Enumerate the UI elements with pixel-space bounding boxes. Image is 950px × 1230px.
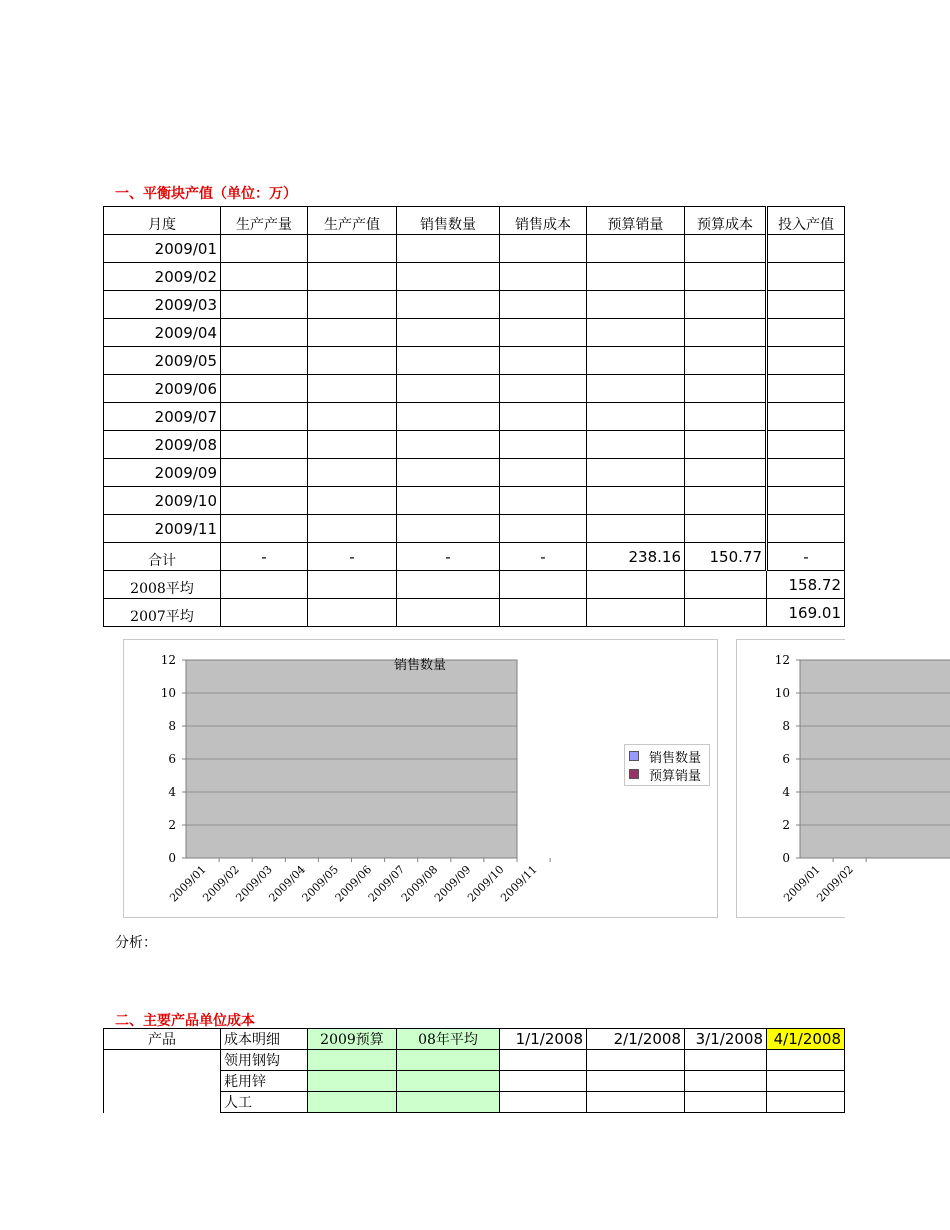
header-budget-sales: 预算销量 bbox=[587, 207, 685, 235]
data-cell[interactable] bbox=[767, 403, 845, 431]
analysis-label: 分析： bbox=[115, 935, 157, 951]
data-cell[interactable] bbox=[308, 571, 397, 599]
avg-2007-row-label: 2007平均 bbox=[104, 599, 221, 627]
data-cell[interactable] bbox=[308, 459, 397, 487]
y-tick-label: 6 bbox=[782, 752, 790, 766]
data-cell[interactable] bbox=[685, 347, 767, 375]
total-cell: 150.77 bbox=[685, 543, 767, 571]
month-cell: 2009/05 bbox=[104, 347, 221, 375]
x-tick-label: 2009/08 bbox=[398, 862, 441, 905]
average-cell[interactable] bbox=[397, 1071, 500, 1092]
data-cell[interactable] bbox=[685, 263, 767, 291]
table-row bbox=[104, 459, 845, 487]
month-cell: 2009/10 bbox=[104, 487, 221, 515]
header-date-3: 3/1/2008 bbox=[685, 1029, 767, 1050]
data-cell[interactable] bbox=[397, 319, 500, 347]
table-row bbox=[104, 515, 845, 543]
y-tick-label: 2 bbox=[168, 818, 176, 832]
data-cell[interactable] bbox=[587, 571, 685, 599]
x-tick-label: 2009/05 bbox=[299, 862, 342, 905]
average-cell[interactable] bbox=[397, 1050, 500, 1071]
total-cell: - bbox=[500, 543, 587, 571]
data-cell[interactable] bbox=[500, 487, 587, 515]
budget-cell[interactable] bbox=[308, 1050, 397, 1071]
data-cell[interactable] bbox=[685, 403, 767, 431]
second-chart bbox=[736, 639, 856, 918]
data-cell[interactable] bbox=[767, 431, 845, 459]
header-month: 月度 bbox=[104, 207, 221, 235]
header-budget-cost: 预算成本 bbox=[685, 207, 767, 235]
data-cell[interactable] bbox=[500, 1092, 587, 1113]
sales-qty-chart bbox=[123, 639, 718, 918]
data-cell[interactable] bbox=[397, 571, 500, 599]
data-cell[interactable] bbox=[308, 319, 397, 347]
avg-2008-row-value: 158.72 bbox=[767, 571, 845, 599]
data-cell[interactable] bbox=[397, 347, 500, 375]
data-cell[interactable] bbox=[221, 599, 308, 627]
section1-title: 一、平衡块产值（单位：万） bbox=[115, 186, 297, 202]
table-row bbox=[104, 235, 845, 263]
data-cell[interactable] bbox=[221, 263, 308, 291]
y-tick-label: 6 bbox=[168, 752, 176, 766]
production-value-table bbox=[103, 206, 845, 627]
data-cell[interactable] bbox=[587, 1071, 685, 1092]
total-cell: - bbox=[767, 543, 845, 571]
data-cell[interactable] bbox=[500, 431, 587, 459]
data-cell[interactable] bbox=[685, 599, 767, 627]
header-date-1: 1/1/2008 bbox=[500, 1029, 587, 1050]
data-cell[interactable] bbox=[221, 403, 308, 431]
data-cell[interactable] bbox=[767, 515, 845, 543]
data-cell[interactable] bbox=[587, 515, 685, 543]
budget-cell[interactable] bbox=[308, 1071, 397, 1092]
data-cell[interactable] bbox=[500, 599, 587, 627]
data-cell[interactable] bbox=[685, 375, 767, 403]
data-cell[interactable] bbox=[500, 347, 587, 375]
legend-swatch-sales-qty bbox=[629, 751, 639, 761]
data-cell[interactable] bbox=[308, 599, 397, 627]
budget-cell[interactable] bbox=[308, 1092, 397, 1113]
data-cell[interactable] bbox=[500, 515, 587, 543]
y-tick-label: 4 bbox=[782, 785, 790, 799]
x-tick-label: 2009/04 bbox=[266, 862, 308, 905]
data-cell[interactable] bbox=[500, 263, 587, 291]
total-cell: - bbox=[397, 543, 500, 571]
total-cell: - bbox=[308, 543, 397, 571]
data-cell[interactable] bbox=[767, 1092, 845, 1113]
month-cell: 2009/11 bbox=[104, 515, 221, 543]
data-cell[interactable] bbox=[500, 235, 587, 263]
data-cell[interactable] bbox=[397, 459, 500, 487]
data-cell[interactable] bbox=[397, 263, 500, 291]
data-cell[interactable] bbox=[397, 375, 500, 403]
data-cell[interactable] bbox=[767, 235, 845, 263]
data-cell[interactable] bbox=[221, 347, 308, 375]
data-cell[interactable] bbox=[587, 1092, 685, 1113]
x-tick-label: 2009/01 bbox=[167, 862, 209, 905]
legend-swatch-budget-sales bbox=[629, 769, 639, 779]
data-cell[interactable] bbox=[587, 431, 685, 459]
y-tick-label: 10 bbox=[160, 686, 176, 700]
table-row bbox=[104, 319, 845, 347]
data-cell[interactable] bbox=[587, 599, 685, 627]
x-tick-label: 2009/03 bbox=[233, 862, 275, 905]
data-cell[interactable] bbox=[587, 291, 685, 319]
y-tick-label: 8 bbox=[782, 719, 790, 733]
x-tick-label: 2009/09 bbox=[431, 862, 474, 905]
header-08-average: 08年平均 bbox=[397, 1029, 500, 1050]
y-tick-label: 4 bbox=[168, 785, 176, 799]
data-cell[interactable] bbox=[308, 375, 397, 403]
legend-item-budget-sales bbox=[629, 765, 701, 783]
data-cell[interactable] bbox=[685, 459, 767, 487]
month-cell: 2009/06 bbox=[104, 375, 221, 403]
month-cell: 2009/02 bbox=[104, 263, 221, 291]
data-cell[interactable] bbox=[685, 487, 767, 515]
header-cost-detail: 成本明细 bbox=[221, 1029, 308, 1050]
data-cell[interactable] bbox=[685, 431, 767, 459]
header-production-qty: 生产产量 bbox=[221, 207, 308, 235]
data-cell[interactable] bbox=[397, 599, 500, 627]
data-cell[interactable] bbox=[767, 319, 845, 347]
data-cell[interactable] bbox=[221, 235, 308, 263]
data-cell[interactable] bbox=[500, 403, 587, 431]
chart-title: 销售数量 bbox=[394, 658, 447, 673]
data-cell[interactable] bbox=[767, 347, 845, 375]
total-row bbox=[104, 543, 845, 571]
month-cell: 2009/01 bbox=[104, 235, 221, 263]
data-cell[interactable] bbox=[767, 1071, 845, 1092]
x-tick-label: 2009/02 bbox=[814, 862, 856, 905]
data-cell[interactable] bbox=[685, 1092, 767, 1113]
month-cell: 2009/04 bbox=[104, 319, 221, 347]
data-cell[interactable] bbox=[500, 319, 587, 347]
data-cell[interactable] bbox=[221, 459, 308, 487]
legend-label-sales-qty: 销售数量 bbox=[649, 750, 702, 766]
total-cell: - bbox=[221, 543, 308, 571]
data-cell[interactable] bbox=[500, 571, 587, 599]
total-label: 合计 bbox=[104, 543, 221, 571]
data-cell[interactable] bbox=[308, 403, 397, 431]
header-sales-cost: 销售成本 bbox=[500, 207, 587, 235]
data-cell[interactable] bbox=[685, 515, 767, 543]
data-cell[interactable] bbox=[587, 235, 685, 263]
data-cell[interactable] bbox=[685, 1071, 767, 1092]
x-tick-label: 2009/06 bbox=[332, 862, 375, 905]
cost-item-label: 领用钢钩 bbox=[221, 1050, 308, 1071]
header-production-value: 生产产值 bbox=[308, 207, 397, 235]
month-cell: 2009/07 bbox=[104, 403, 221, 431]
data-cell[interactable] bbox=[308, 347, 397, 375]
header-product: 产品 bbox=[104, 1029, 221, 1050]
data-cell[interactable] bbox=[587, 319, 685, 347]
header-input-value: 投入产值 bbox=[767, 207, 845, 235]
month-cell: 2009/08 bbox=[104, 431, 221, 459]
table-row bbox=[104, 347, 845, 375]
data-cell[interactable] bbox=[397, 403, 500, 431]
data-cell[interactable] bbox=[685, 291, 767, 319]
y-tick-label: 8 bbox=[168, 719, 176, 733]
data-cell[interactable] bbox=[587, 403, 685, 431]
data-cell[interactable] bbox=[685, 1050, 767, 1071]
avg-2008-row-label: 2008平均 bbox=[104, 571, 221, 599]
data-cell[interactable] bbox=[587, 459, 685, 487]
data-cell[interactable] bbox=[767, 291, 845, 319]
header-date-4: 4/1/2008 bbox=[767, 1029, 845, 1050]
total-cell: 238.16 bbox=[587, 543, 685, 571]
data-cell[interactable] bbox=[767, 1050, 845, 1071]
second-chart-plot bbox=[737, 640, 856, 917]
y-tick-label: 12 bbox=[160, 653, 176, 667]
data-cell[interactable] bbox=[308, 291, 397, 319]
header-date-2: 2/1/2008 bbox=[587, 1029, 685, 1050]
table-row bbox=[104, 431, 845, 459]
data-cell[interactable] bbox=[685, 319, 767, 347]
data-cell[interactable] bbox=[221, 375, 308, 403]
x-tick-label: 2009/07 bbox=[365, 862, 408, 905]
y-tick-label: 2 bbox=[782, 818, 790, 832]
legend-label-budget-sales: 预算销量 bbox=[649, 768, 702, 784]
y-tick-label: 10 bbox=[774, 686, 790, 700]
data-cell[interactable] bbox=[308, 235, 397, 263]
data-cell[interactable] bbox=[587, 487, 685, 515]
data-cell[interactable] bbox=[308, 487, 397, 515]
month-cell: 2009/03 bbox=[104, 291, 221, 319]
data-cell[interactable] bbox=[587, 263, 685, 291]
x-tick-label: 2009/02 bbox=[200, 862, 242, 905]
y-tick-label: 0 bbox=[168, 851, 176, 865]
table-row bbox=[104, 263, 845, 291]
data-cell[interactable] bbox=[397, 487, 500, 515]
data-cell[interactable] bbox=[500, 1050, 587, 1071]
data-cell[interactable] bbox=[221, 431, 308, 459]
table-row bbox=[104, 487, 845, 515]
section2-title: 二、主要产品单位成本 bbox=[115, 1013, 255, 1029]
cost-item-label: 人工 bbox=[221, 1092, 308, 1113]
data-cell[interactable] bbox=[308, 263, 397, 291]
legend-item-sales-qty bbox=[629, 747, 701, 765]
data-cell[interactable] bbox=[397, 431, 500, 459]
data-cell[interactable] bbox=[221, 319, 308, 347]
data-cell[interactable] bbox=[500, 1071, 587, 1092]
average-cell[interactable] bbox=[397, 1092, 500, 1113]
data-cell[interactable] bbox=[767, 375, 845, 403]
table-row bbox=[104, 375, 845, 403]
table-header-row bbox=[104, 207, 845, 235]
data-cell[interactable] bbox=[587, 375, 685, 403]
data-cell[interactable] bbox=[221, 291, 308, 319]
table-row bbox=[104, 291, 845, 319]
data-cell[interactable] bbox=[221, 571, 308, 599]
data-cell[interactable] bbox=[221, 487, 308, 515]
chart-legend bbox=[624, 744, 710, 786]
data-cell[interactable] bbox=[397, 291, 500, 319]
x-tick-label: 2009/10 bbox=[465, 862, 507, 905]
data-cell[interactable] bbox=[587, 347, 685, 375]
data-cell[interactable] bbox=[767, 263, 845, 291]
x-tick-label: 2009/01 bbox=[781, 862, 823, 905]
y-tick-label: 0 bbox=[782, 851, 790, 865]
data-cell[interactable] bbox=[685, 571, 767, 599]
product-cell bbox=[104, 1050, 221, 1113]
data-cell[interactable] bbox=[308, 515, 397, 543]
unit-cost-header-row bbox=[104, 1029, 845, 1050]
avg-2008-row bbox=[104, 571, 845, 599]
data-cell[interactable] bbox=[500, 291, 587, 319]
x-tick-label: 2009/11 bbox=[498, 862, 540, 905]
data-cell[interactable] bbox=[500, 375, 587, 403]
unit-cost-table bbox=[103, 1028, 845, 1113]
data-cell[interactable] bbox=[397, 515, 500, 543]
avg-2007-row-value: 169.01 bbox=[767, 599, 845, 627]
data-cell[interactable] bbox=[587, 1050, 685, 1071]
y-tick-label: 12 bbox=[774, 653, 790, 667]
avg-2007-row bbox=[104, 599, 845, 627]
table-row bbox=[104, 403, 845, 431]
data-cell[interactable] bbox=[685, 235, 767, 263]
data-cell[interactable] bbox=[767, 459, 845, 487]
data-cell[interactable] bbox=[221, 515, 308, 543]
cost-item-label: 耗用锌 bbox=[221, 1071, 308, 1092]
header-sales-qty: 销售数量 bbox=[397, 207, 500, 235]
table-row bbox=[104, 1050, 845, 1071]
data-cell[interactable] bbox=[397, 235, 500, 263]
header-2009-budget: 2009预算 bbox=[308, 1029, 397, 1050]
data-cell[interactable] bbox=[500, 459, 587, 487]
data-cell[interactable] bbox=[308, 431, 397, 459]
month-cell: 2009/09 bbox=[104, 459, 221, 487]
data-cell[interactable] bbox=[767, 487, 845, 515]
